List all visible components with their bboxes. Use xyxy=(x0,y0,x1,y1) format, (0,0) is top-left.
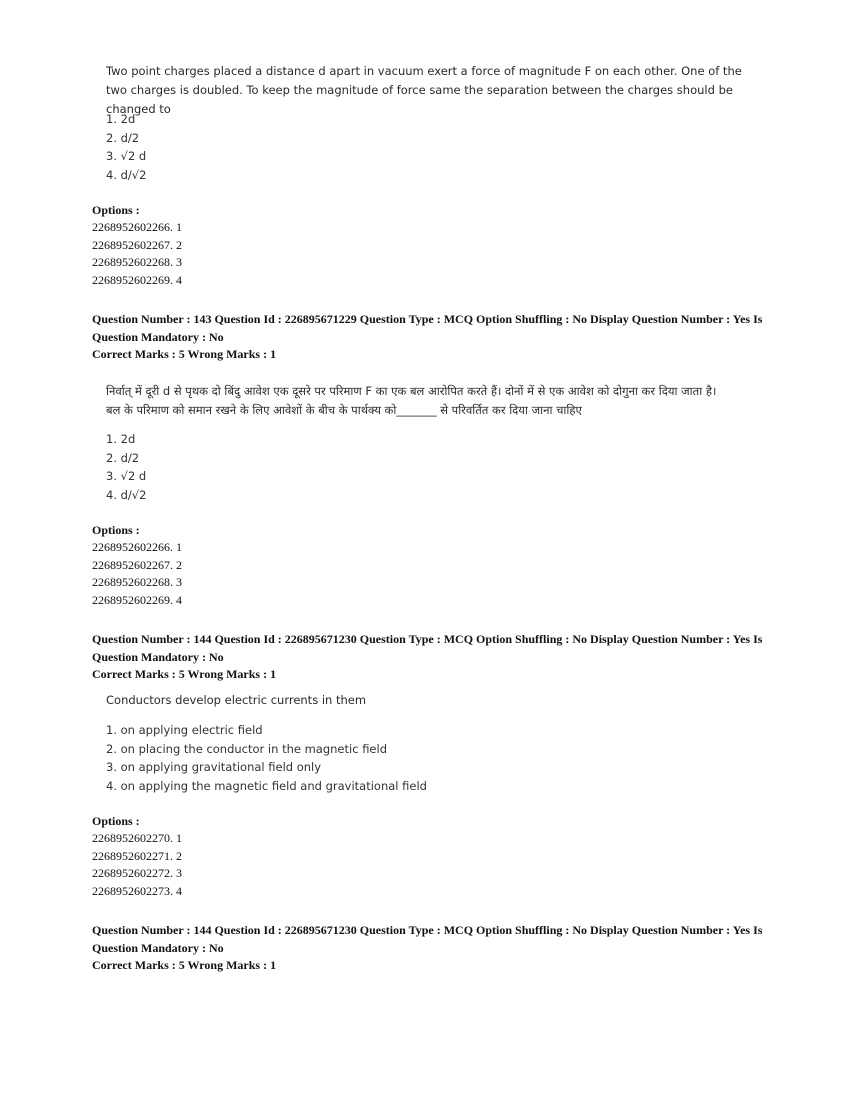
answer-choice: 3. √2 d xyxy=(106,469,147,483)
option-code: 2268952602266. 1 xyxy=(92,220,182,234)
option-code: 2268952602268. 3 xyxy=(92,255,182,269)
question-mandatory-line: Question Mandatory : No xyxy=(92,329,224,344)
answer-choice: 2. d/2 xyxy=(106,450,140,465)
answer-choices xyxy=(106,430,146,504)
option-code: 2268952602266. 1 xyxy=(92,540,182,554)
option-code: 2268952602269. 4 xyxy=(92,592,182,607)
answer-choice: 4. d/√2 xyxy=(106,167,147,182)
option-code: 2268952602273. 4 xyxy=(92,883,182,898)
answer-choice: 1. on applying electric field xyxy=(106,723,263,737)
question-mandatory-line: Question Mandatory : No xyxy=(92,649,224,664)
answer-choice: 4. d/√2 xyxy=(106,487,147,502)
option-code: 2268952602267. 2 xyxy=(92,237,182,252)
option-code: 2268952602268. 3 xyxy=(92,575,182,589)
marks-line: Correct Marks : 5 Wrong Marks : 1 xyxy=(92,347,277,361)
answer-choice: 1. 2d xyxy=(106,432,136,446)
option-code: 2268952602269. 4 xyxy=(92,272,182,287)
question-meta-line: Question Number : 144 Question Id : 226895671230 Question Type : MCQ Option Shuffling : No Display Question Number : Yes Is xyxy=(92,632,763,646)
answer-choices xyxy=(106,721,427,795)
option-codes xyxy=(92,830,182,900)
question-header xyxy=(92,631,772,684)
option-code: 2268952602267. 2 xyxy=(92,557,182,572)
option-codes xyxy=(92,539,182,609)
answer-choice: 3. √2 d xyxy=(106,149,147,163)
options-label: Options : xyxy=(92,203,140,217)
marks-line: Correct Marks : 5 Wrong Marks : 1 xyxy=(92,667,277,681)
answer-choice: 3. on applying gravitational field only xyxy=(106,760,322,774)
option-codes xyxy=(92,219,182,289)
question-text: Two point charges placed a distance d apart in vacuum exert a force of magnitude F on each other. One of the two charges is doubled. To keep the magnitude of force same the separation between the charges should be changed to xyxy=(106,64,742,116)
answer-choice: 2. on placing the conductor in the magnetic field xyxy=(106,741,388,756)
question-text: Conductors develop electric currents in them xyxy=(106,693,367,707)
question-meta-line: Question Number : 144 Question Id : 226895671230 Question Type : MCQ Option Shuffling : No Display Question Number : Yes Is xyxy=(92,923,763,937)
question-text: निर्वात् में दूरी d से पृथक दो बिंदु आवेश एक दूसरे पर परिमाण F का एक बल आरोपित करते हैं। दोनों में से एक आवेश को दोगुना कर दिया जाता है। बल के परिमाण को समान रखने के लिए आवेशों के बीच के पार्थक्य को_______ से परिवर्तित कर दिया जाना चाहिए xyxy=(106,384,717,417)
options-label: Options : xyxy=(92,523,140,537)
question-mandatory-line: Question Mandatory : No xyxy=(92,940,224,955)
answer-choices xyxy=(106,110,146,184)
options-label: Options : xyxy=(92,814,140,828)
marks-line: Correct Marks : 5 Wrong Marks : 1 xyxy=(92,958,277,972)
answer-choice: 2. d/2 xyxy=(106,130,140,145)
answer-choice: 4. on applying the magnetic field and gravitational field xyxy=(106,778,427,793)
question-header xyxy=(92,922,772,975)
option-code: 2268952602270. 1 xyxy=(92,831,182,845)
question-header xyxy=(92,311,772,364)
question-meta-line: Question Number : 143 Question Id : 226895671229 Question Type : MCQ Option Shuffling : No Display Question Number : Yes Is xyxy=(92,312,763,326)
option-code: 2268952602272. 3 xyxy=(92,866,182,880)
option-code: 2268952602271. 2 xyxy=(92,848,182,863)
answer-choice: 1. 2d xyxy=(106,112,136,126)
